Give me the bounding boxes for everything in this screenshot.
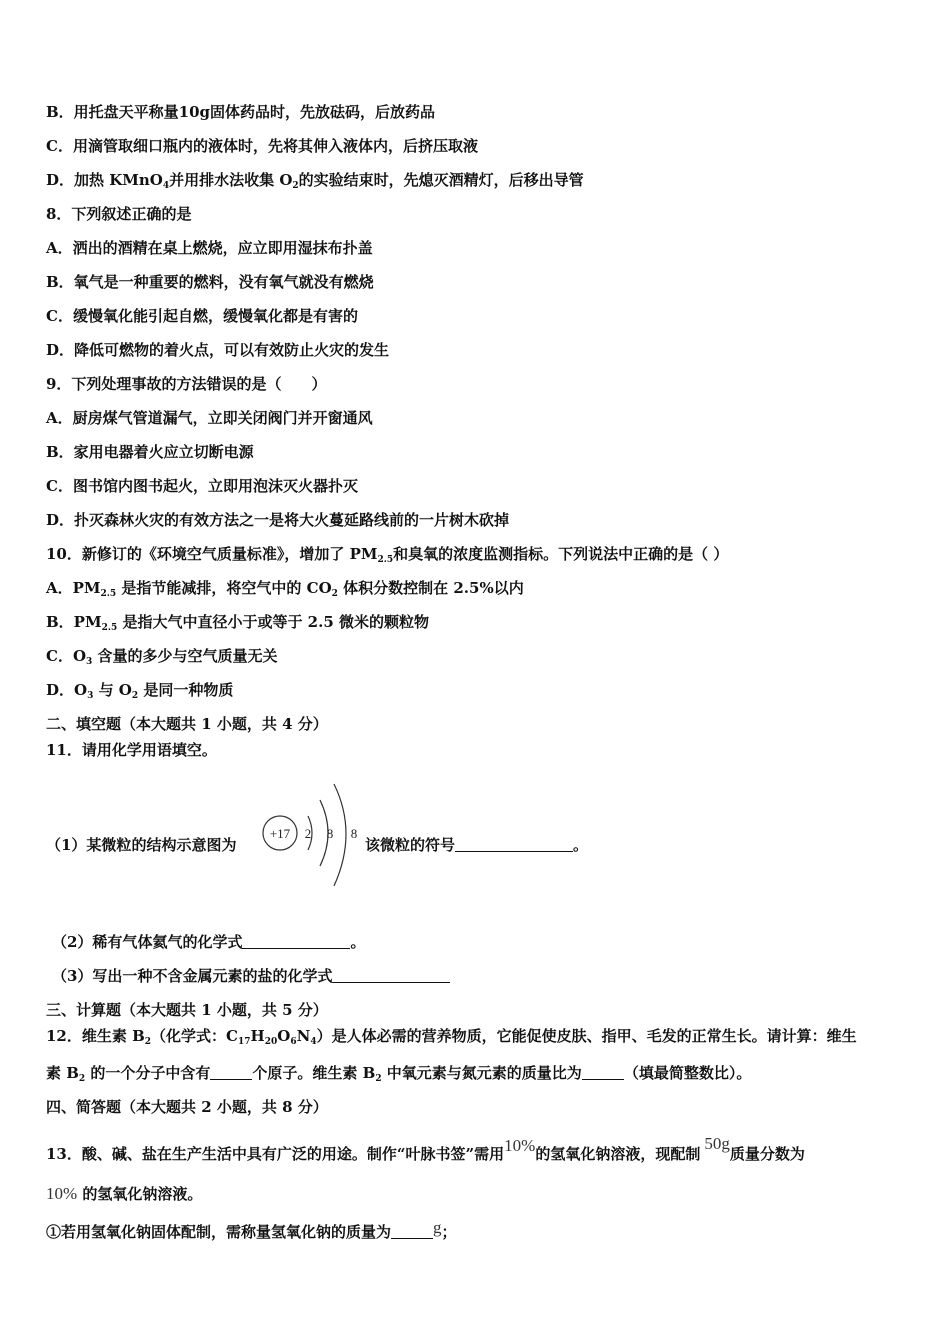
section-4-heading: 四、简答题（本大题共 2 小题，共 8 分） xyxy=(46,1098,328,1116)
answer-blank[interactable] xyxy=(582,1065,624,1080)
q11-part-3: （3）写出一种不含金属元素的盐的化学式 xyxy=(52,966,450,986)
shell-arc-3 xyxy=(334,784,346,886)
question-9: 9．下列处理事故的方法错误的是（ ） xyxy=(46,375,327,393)
q9-option-a: A．厨房煤气管道漏气，立即关闭阀门并开窗通风 xyxy=(46,409,373,427)
q11-part-2: （2）稀有气体氦气的化学式 。 xyxy=(52,933,366,951)
question-13-line-1: 13．酸、碱、盐在生产生活中具有广泛的用途。制作“叶脉书签”需用10%的氢氧化钠溶液，现配制50g质量分数为 xyxy=(46,1134,805,1163)
shell-2-electrons: 8 xyxy=(326,826,334,841)
q10-option-d: D．$O_3$ 与 $O_2$ 是同一种物质 xyxy=(46,681,234,701)
q8-option-a: A．洒出的酒精在桌上燃烧，应立即用湿抹布扑盖 xyxy=(46,239,373,257)
q9-option-d: D．扑灭森林火灾的有效方法之一是将大火蔓延路线前的一片树木砍掉 xyxy=(46,511,510,529)
answer-blank[interactable] xyxy=(332,968,450,983)
q11-part-1-label: （1）某微粒的结构示意图为 xyxy=(46,836,237,854)
answer-blank[interactable] xyxy=(242,934,350,949)
q8-option-c: C．缓慢氧化能引起自燃，缓慢氧化都是有害的 xyxy=(46,307,358,325)
answer-blank[interactable] xyxy=(391,1224,433,1239)
q9-option-c: C．图书馆内图书起火，立即用泡沫灭火器扑灭 xyxy=(46,477,358,495)
question-8: 8．下列叙述正确的是 xyxy=(46,205,192,223)
q11-part-1-symbol: 该微粒的符号 。 xyxy=(365,836,589,854)
q8-option-b: B．氧气是一种重要的燃料，没有氧气就没有燃烧 xyxy=(46,273,374,291)
nucleus-charge: +17 xyxy=(269,826,291,841)
atom-structure-diagram xyxy=(256,780,366,890)
question-10: 10．新修订的《环境空气质量标准》，增加了 $PM_{2.5}$和臭氧的浓度监测指标。下列说法中正确的是（ ） xyxy=(46,545,729,565)
q10-option-b: B．$PM_{2.5}$ 是指大气中直径小于或等于 2.5 微米的颗粒物 xyxy=(46,613,429,633)
answer-blank[interactable] xyxy=(455,837,573,852)
q10-option-c: C．$O_3$ 含量的多少与空气质量无关 xyxy=(46,647,278,667)
q10-option-a: A．$PM_{2.5}$ 是指节能减排，将空气中的 $CO_2$ 体积分数控制在 2.5%以内 xyxy=(46,579,524,599)
q8-option-d: D．降低可燃物的着火点，可以有效防止火灾的发生 xyxy=(46,341,390,359)
question-13-part-1: ①若用氢氧化钠固体配制，需称量氢氧化钠的质量为 g； xyxy=(46,1218,457,1241)
section-3-heading: 三、计算题（本大题共 1 小题，共 5 分） xyxy=(46,1001,328,1019)
shell-3-electrons: 8 xyxy=(350,826,358,841)
option-c-dropper: C．用滴管取细口瓶内的液体时，先将其伸入液体内，后挤压取液 xyxy=(46,137,478,155)
section-2-heading: 二、填空题（本大题共 1 小题，共 4 分） xyxy=(46,715,328,733)
option-b-balance: B．用托盘天平称量10g固体药品时，先放砝码，后放药品 xyxy=(46,103,436,121)
atom-structure-svg xyxy=(256,780,366,890)
question-11: 11．请用化学用语填空。 xyxy=(46,741,217,759)
question-12-line-2: 素 $B_2$ 的一个分子中含有 个原子。维生素 $B_2$ 中氧元素与氮元素的质量比为 （填最简整数比）。 xyxy=(46,1064,752,1084)
q9-option-b: B．家用电器着火应立切断电源 xyxy=(46,443,254,461)
answer-blank[interactable] xyxy=(210,1065,252,1080)
question-13-line-2: 10% 的氢氧化钠溶液。 xyxy=(46,1184,203,1203)
shell-1-electrons: 2 xyxy=(304,826,312,841)
option-d-kmno4: D．加热 KMnO$_4$并用排水法收集 $O_2$的实验结束时，先熄灭酒精灯，后移出导管 xyxy=(46,171,584,191)
question-12-line-1: 12．维生素 $B_2$（化学式：$C_{17}H_{20}O_6N_4$）是人体必需的营养物质，它能促使皮肤、指甲、毛发的正常生长。请计算：维生 xyxy=(46,1027,857,1047)
